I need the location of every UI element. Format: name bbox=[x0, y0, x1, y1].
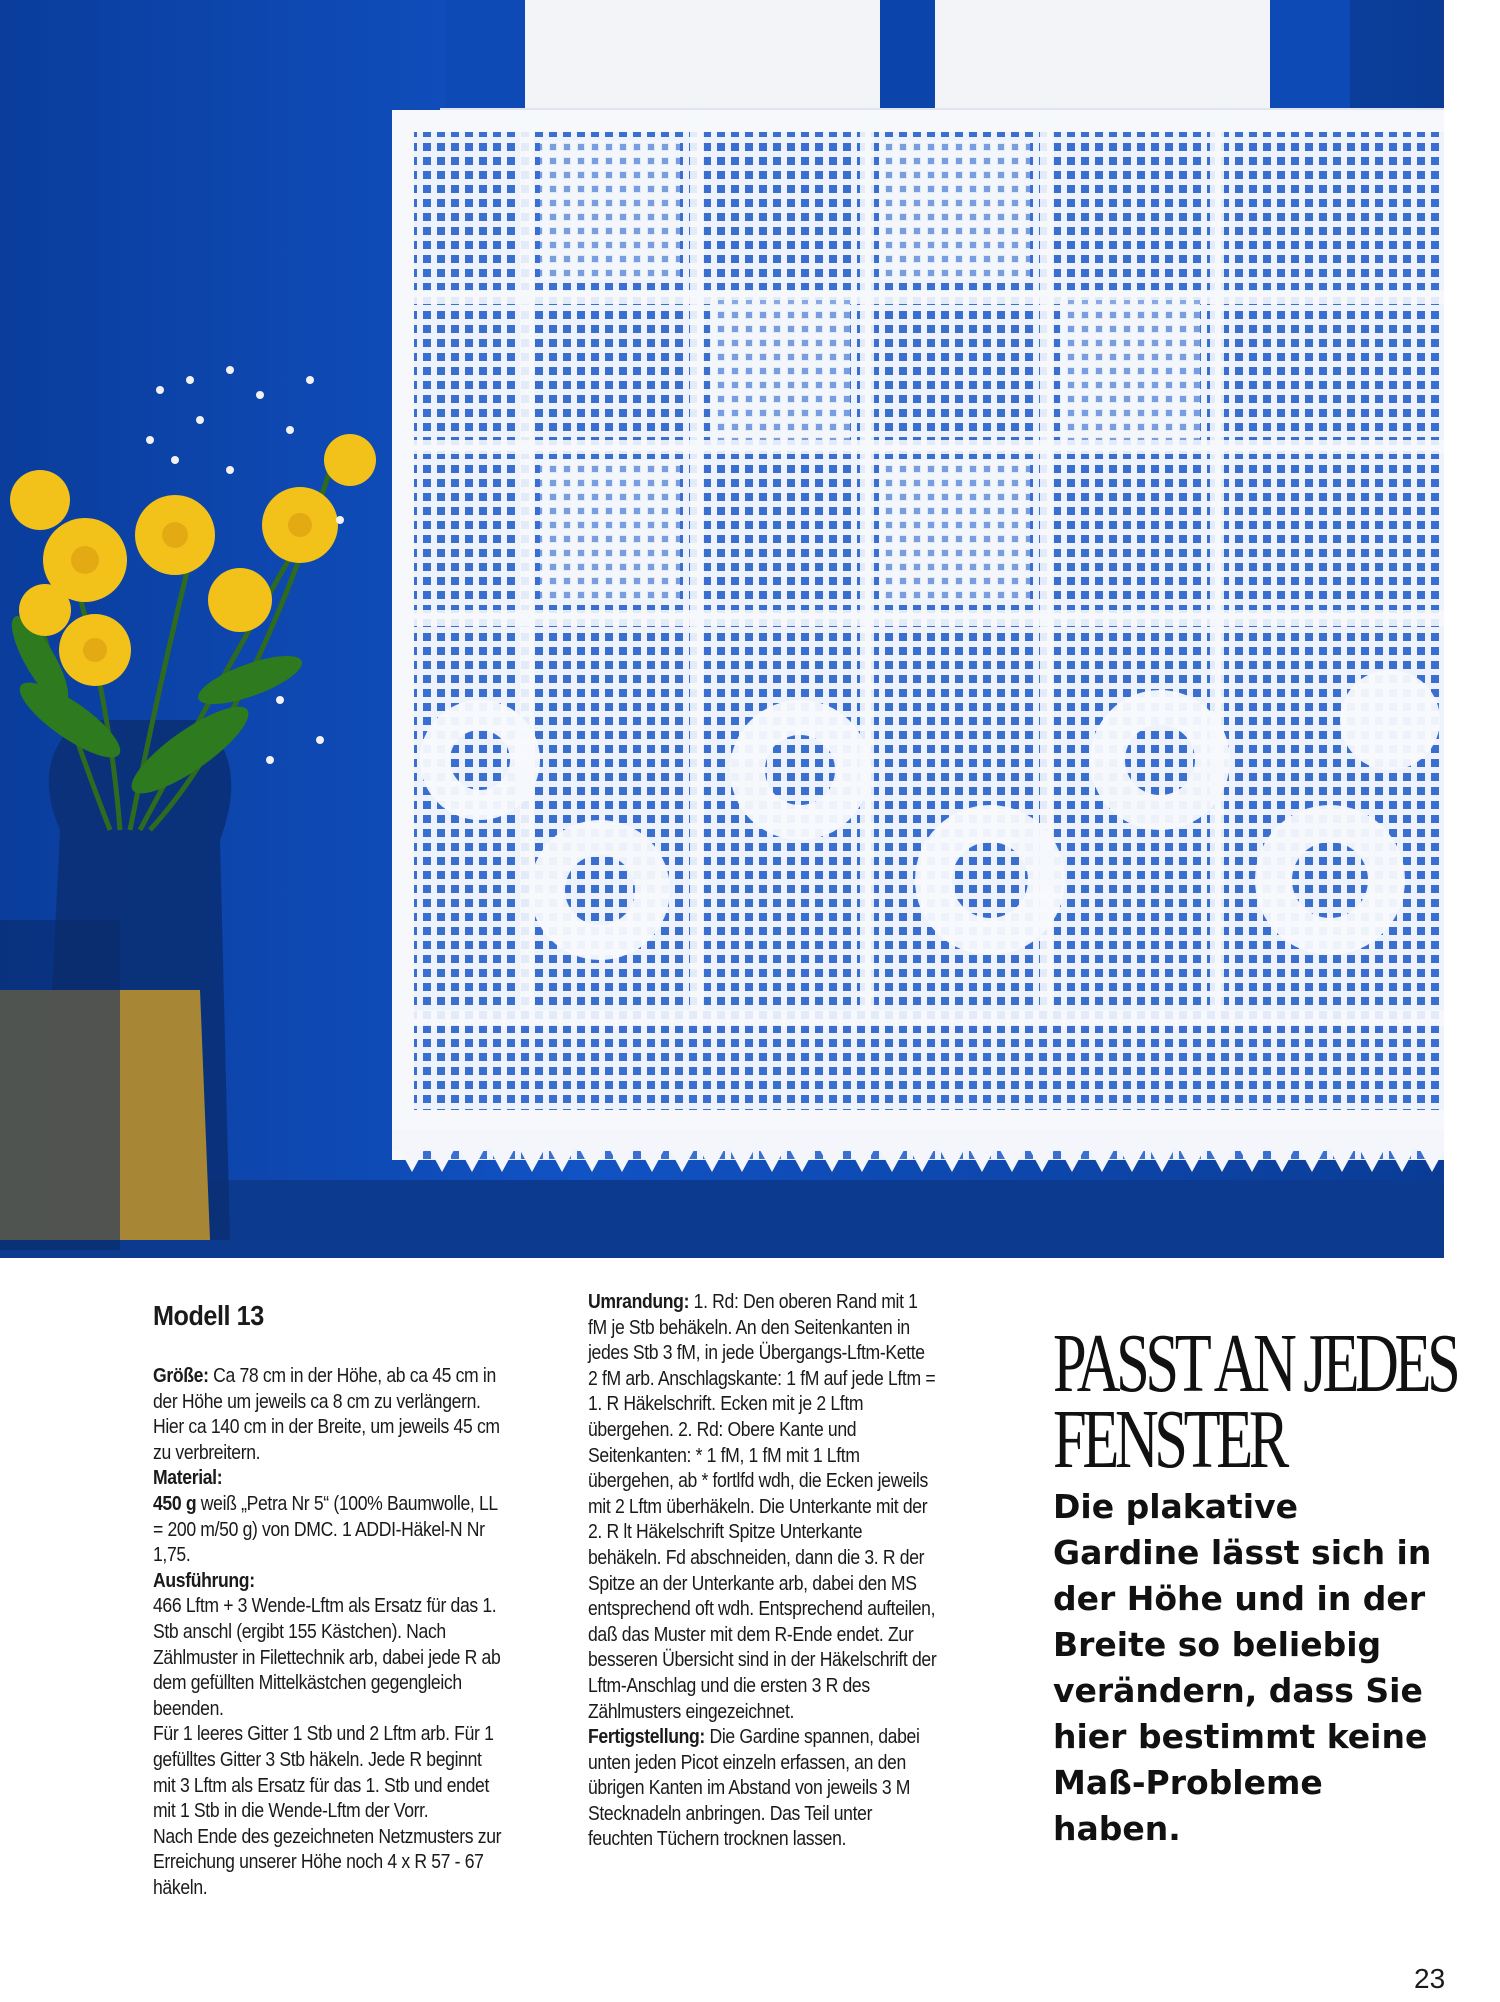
crochet-curtain bbox=[392, 110, 1444, 1160]
border-label: Umrandung: bbox=[588, 1291, 690, 1313]
material-paragraph bbox=[153, 1492, 505, 1569]
headline-line-2: FENSTER bbox=[1053, 1393, 1285, 1486]
instructions-middle-column bbox=[588, 1290, 938, 1853]
size-label: Größe: bbox=[153, 1365, 209, 1387]
finishing-text: Die Gardine spannen, dabei unten jeden Picot einzeln erfassen, an den übrigen Kanten im Abstand von jeweils 3 M Stecknadeln anbringen. Das Teil unter feuchten Tüchern trocknen lassen. bbox=[588, 1726, 920, 1851]
subheadline: Die plakative Gardine lässt sich in der Höhe und in der Breite so beliebig verändern, dass Sie hier bestimmt keine Maß-Probleme haben. bbox=[1053, 1487, 1432, 1848]
instructions-middle-text bbox=[588, 1290, 938, 1853]
instructions-left-text bbox=[153, 1364, 505, 1901]
material-text: weiß „Petra Nr 5“ (100% Baumwolle, LL = 200 m/50 g) von DMC. 1 ADDI-Häkel-N Nr 1,75. bbox=[153, 1492, 498, 1567]
finishing-label: Fertigstellung: bbox=[588, 1726, 705, 1749]
border-text: 1. Rd: Den oberen Rand mit 1 fM je Stb behäkeln. An den Seitenkanten in jedes Stb 3 fM, in jede Übergangs-Lftm-Kette 2 fM arb. Anschlagskante: 1 fM auf jede Lftm = 1. R Häkelschrift. Ecken mit je 2 Lftm übergehen. 2. Rd: Obere Kante und Seitenkanten: * 1 fM, 1 fM mit 1 Lftm übergehen, ab * fortlfd wdh, die Ecken jeweils mit 2 Lftm überhäkeln. Die Unterkante mit der 2. R lt Häkelschrift Spitze Unterkante behäkeln. Fd abschneiden, dann die 3. R der Spitze an der Unterkante arb, dabei den MS entsprechend oft wdh. Entsprechend aufteilen, daß das Muster mit dem R-Ende endet. Zur besseren Übersicht sind in der Häkelschrift der Lftm-Anschlag und die ersten 3 R des Zählmusters eingezeichnet. bbox=[588, 1291, 937, 1723]
material-heading: Material: bbox=[153, 1467, 223, 1490]
feature-column bbox=[1053, 1296, 1457, 1852]
finishing-paragraph bbox=[588, 1725, 938, 1853]
execution-paragraph-2: Für 1 leeres Gitter 1 Stb und 2 Lftm arb. Für 1 gefülltes Gitter 3 Stb häkeln. Jede R beginnt mit 3 Lftm als Ersatz für das 1. Stb und endet mit 1 Stb in die Wende-Lftm der Vorr. bbox=[153, 1723, 494, 1823]
size-paragraph bbox=[153, 1364, 505, 1466]
execution-heading: Ausführung: bbox=[153, 1569, 255, 1592]
instructions-left-column bbox=[153, 1296, 505, 1901]
page-number: 23 bbox=[1414, 1963, 1446, 1994]
window-pane-right bbox=[935, 0, 1270, 110]
execution-paragraph-1: 466 Lftm + 3 Wende-Lftm als Ersatz für das 1. Stb anschl (ergibt 155 Kästchen). Nach Zählmuster in Filettechnik arb, dabei jede R ab dem gefüllten Mittelkästchen gegengleich beenden. bbox=[153, 1595, 501, 1720]
execution-paragraph-3: Nach Ende des gezeichneten Netzmusters zur Erreichung unserer Höhe noch 4 x R 57 - 67 häkeln. bbox=[153, 1825, 502, 1899]
window-pane-left bbox=[525, 0, 880, 110]
size-text: Ca 78 cm in der Höhe, ab ca 45 cm in der Höhe um jeweils ca 8 cm zu verlängern. Hier ca 140 cm in der Breite, um jeweils 45 cm zu verbreitern. bbox=[153, 1365, 500, 1464]
model-title: Modell 13 bbox=[153, 1300, 264, 1331]
headline-line-1: PASST AN JEDES bbox=[1053, 1317, 1457, 1410]
headline bbox=[1053, 1317, 1457, 1486]
material-amount: 450 g bbox=[153, 1492, 197, 1515]
border-paragraph bbox=[588, 1290, 938, 1725]
